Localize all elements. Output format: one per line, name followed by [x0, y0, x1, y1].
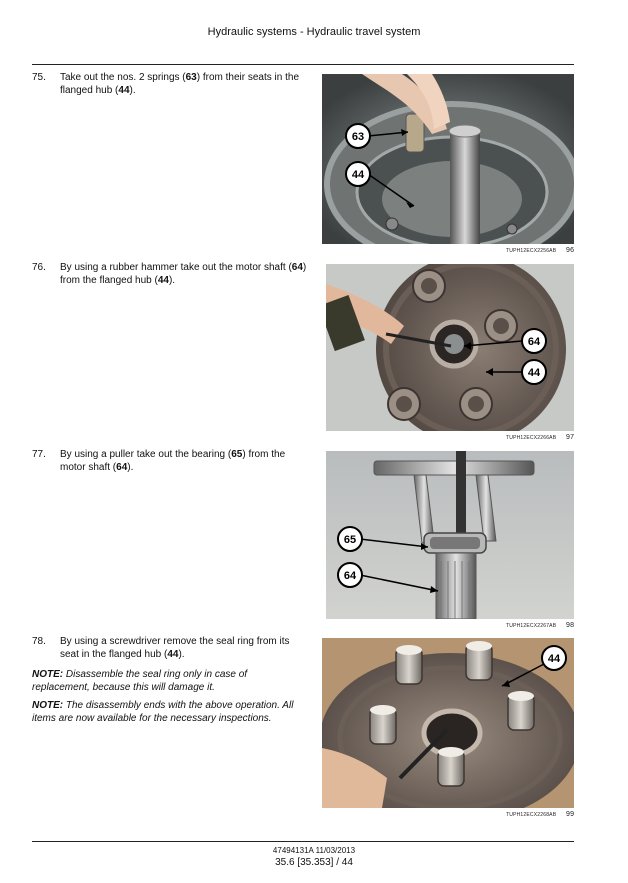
callout-44: 44: [351, 169, 365, 181]
step-77: [32, 449, 307, 474]
step-text: By using a puller take out the bearing (65) from the motor shaft (64).: [60, 449, 286, 473]
figure-98-code: TUPH12ECX2267AB: [506, 623, 557, 629]
figure-96-photo: [322, 74, 574, 244]
figure-99-photo: [322, 638, 574, 808]
step-number: 77.: [32, 449, 46, 460]
figure-97-number: 97: [566, 434, 575, 441]
step-number: 78.: [32, 636, 46, 647]
footer-page-number: 35.6 [35.353] / 44: [275, 857, 353, 868]
step-76: [32, 262, 307, 287]
step-text: Take out the nos. 2 springs (63) from their seats in the flanged hub (44).: [60, 72, 300, 96]
figure-98-number: 98: [566, 622, 575, 629]
figure-97-photo: [326, 264, 574, 431]
note-disassembly-end: NOTE: The disassembly ends with the above operation. All items are now available for the necessary inspections.: [32, 700, 294, 724]
step-number: 76.: [32, 262, 46, 273]
figure-97-code: TUPH12ECX2266AB: [506, 435, 557, 441]
header-rule: [32, 64, 574, 65]
step-75: [32, 72, 307, 97]
callout-64: 64: [527, 336, 541, 348]
note-replacement: NOTE: Disassemble the seal ring only in case of replacement, because this will damage it.: [32, 669, 248, 693]
step-78: [32, 636, 307, 661]
figure-99-code: TUPH12ECX2268AB: [506, 812, 557, 818]
figure-99-number: 99: [566, 811, 575, 818]
step-text: By using a rubber hammer take out the motor shaft (64) from the flanged hub (44).: [60, 262, 307, 286]
callout-44: 44: [527, 367, 541, 379]
callout-63: 63: [351, 131, 365, 143]
callout-44: 44: [547, 653, 561, 665]
callout-65: 65: [343, 534, 357, 546]
page-header-title: Hydraulic systems - Hydraulic travel system: [207, 26, 421, 38]
figure-98-photo: [326, 451, 574, 619]
footer-rule: [32, 841, 574, 842]
step-text: By using a screwdriver remove the seal ring from its seat in the flanged hub (44).: [60, 636, 290, 660]
step-number: 75.: [32, 72, 46, 83]
figure-96-number: 96: [566, 247, 575, 254]
callout-64: 64: [343, 570, 357, 582]
footer-doc-ref: 47494131A 11/03/2013: [272, 846, 356, 855]
figure-96-code: TUPH12ECX2256AB: [506, 248, 557, 254]
